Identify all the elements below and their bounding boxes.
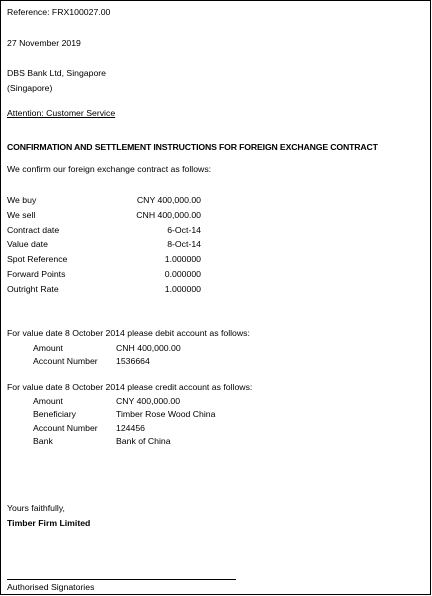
signature-line	[7, 579, 236, 580]
debit-value: 1536664	[116, 356, 150, 366]
contract-label: We buy	[7, 195, 37, 205]
contract-value: CNY 400,000.00	[136, 195, 201, 205]
credit-label: Bank	[33, 436, 53, 446]
contract-label: We sell	[7, 210, 36, 220]
debit-label: Account Number	[33, 356, 98, 366]
contract-label: Value date	[7, 239, 48, 249]
recipient-line-1: DBS Bank Ltd, Singapore	[7, 68, 107, 78]
credit-value: Timber Rose Wood China	[116, 409, 216, 419]
contract-label: Outright Rate	[7, 284, 59, 294]
closing-text: Yours faithfully,	[7, 503, 65, 513]
contract-value: 0.000000	[164, 269, 201, 279]
recipient-line-2: (Singapore)	[7, 83, 53, 93]
signature-caption: Authorised Signatories	[7, 582, 95, 592]
credit-value: Bank of China	[116, 436, 171, 446]
credit-label: Amount	[33, 396, 63, 406]
contract-value: CNH 400,000.00	[136, 210, 201, 220]
contract-value: 1.000000	[164, 254, 201, 264]
debit-intro: For value date 8 October 2014 please debit account as follows:	[7, 328, 250, 338]
company-name: Timber Firm Limited	[7, 518, 91, 528]
contract-label: Contract date	[7, 225, 60, 235]
intro-text: We confirm our foreign exchange contract as follows:	[7, 164, 212, 174]
credit-label: Account Number	[33, 423, 98, 433]
contract-value: 6-Oct-14	[167, 225, 201, 235]
credit-value: 124456	[116, 423, 145, 433]
contract-label: Spot Reference	[7, 254, 68, 264]
reference-line: Reference: FRX100027.00	[7, 7, 111, 17]
attention-line: Attention: Customer Service	[7, 108, 116, 118]
contract-label: Forward Points	[7, 269, 66, 279]
credit-intro: For value date 8 October 2014 please credit account as follows:	[7, 382, 253, 392]
credit-label: Beneficiary	[33, 409, 76, 419]
letter-date: 27 November 2019	[7, 38, 81, 48]
contract-value: 8-Oct-14	[167, 239, 201, 249]
debit-label: Amount	[33, 343, 63, 353]
letter-title: CONFIRMATION AND SETTLEMENT INSTRUCTIONS FOR FOREIGN EXCHANGE CONTRACT	[7, 142, 378, 152]
credit-value: CNY 400,000.00	[116, 396, 181, 406]
contract-value: 1.000000	[164, 284, 201, 294]
debit-value: CNH 400,000.00	[116, 343, 181, 353]
